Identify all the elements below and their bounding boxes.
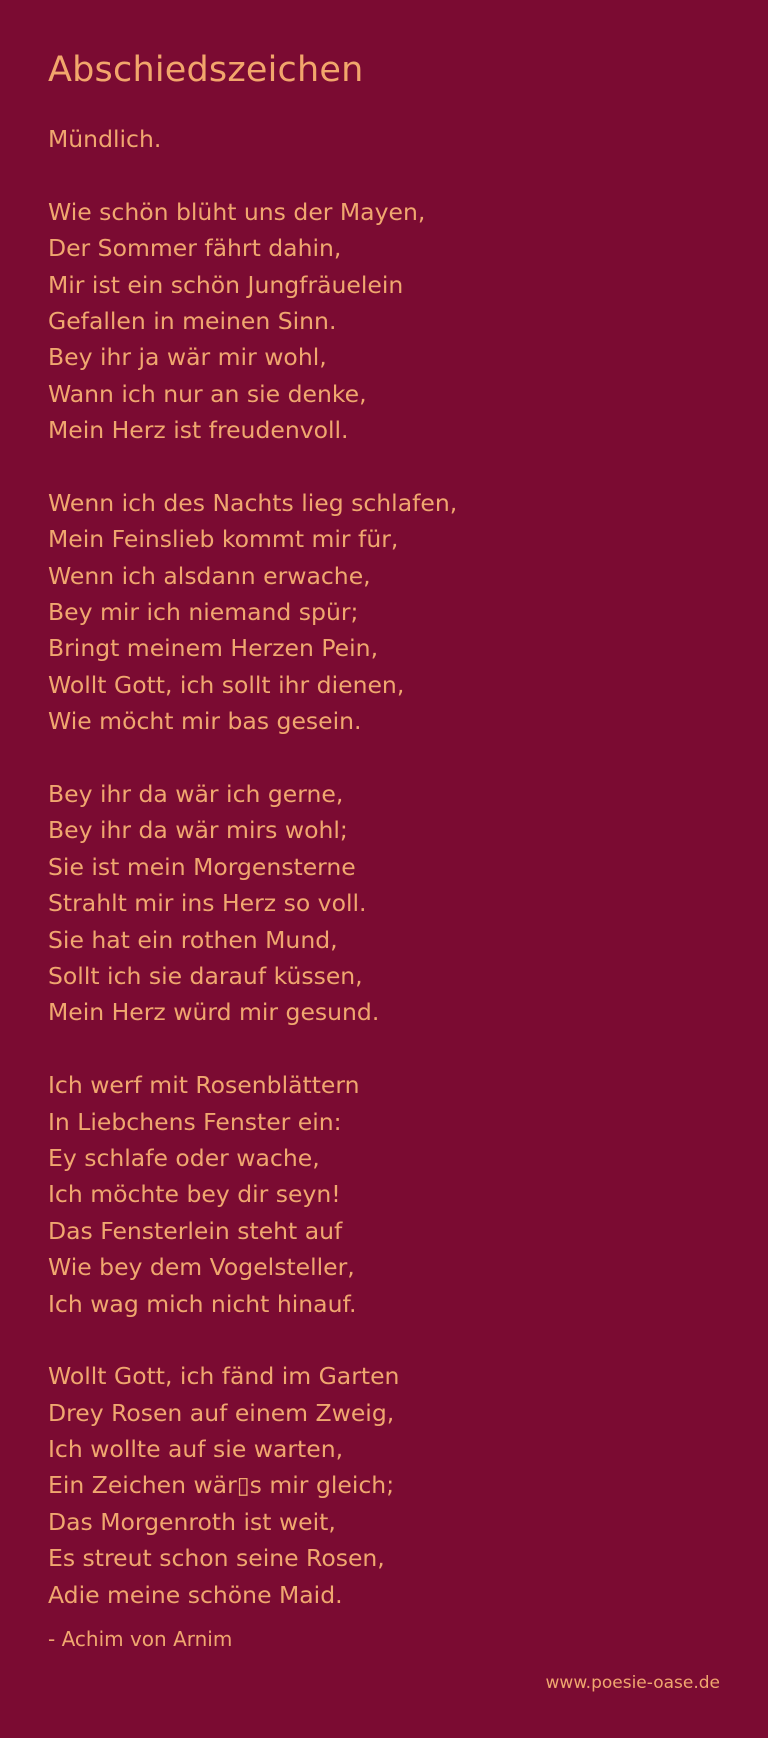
poem-line: Das Morgenroth ist weit,	[48, 1507, 336, 1536]
poem-subtitle: Mündlich.	[48, 125, 162, 153]
poem-line: Bringt meinem Herzen Pein,	[48, 634, 379, 663]
poem-line: Wann ich nur an sie denke,	[48, 379, 367, 408]
poem-line: Bey ihr ja wär mir wohl,	[48, 343, 327, 372]
poem-line: Bey ihr da wär ich gerne,	[48, 780, 344, 809]
poem-line: Sollt ich sie darauf küssen,	[48, 961, 363, 990]
website-credit: www.poesie-oase.de	[545, 1673, 720, 1693]
poem-line: Wenn ich des Nachts lieg schlafen,	[48, 488, 458, 517]
poem-line: Ich möchte bey dir seyn!	[48, 1180, 341, 1209]
poem-line: Mein Herz ist freudenvoll.	[48, 416, 349, 445]
stanza-gap	[48, 157, 457, 193]
poem-line: Sie hat ein rothen Mund,	[48, 925, 338, 954]
poem-line: Ich werf mit Rosenblättern	[48, 1071, 360, 1100]
poem-line: Ey schlafe oder wache,	[48, 1143, 320, 1172]
poem-line: Drey Rosen auf einem Zweig,	[48, 1398, 395, 1427]
poem-line: Bey ihr da wär mirs wohl;	[48, 816, 348, 845]
stanza-gap	[48, 1031, 457, 1067]
poem-line: Strahlt mir ins Herz so voll.	[48, 889, 367, 918]
poem-line: Mir ist ein schön Jungfräuelein	[48, 270, 404, 299]
poem-title: Abschiedszeichen	[48, 50, 364, 90]
poem-line: Mein Herz würd mir gesund.	[48, 998, 380, 1027]
poem-body	[48, 121, 457, 1613]
poem-line: Wie schön blüht uns der Mayen,	[48, 197, 426, 226]
poem-line: Wenn ich alsdann erwache,	[48, 561, 371, 590]
poem-line: Ich wollte auf sie warten,	[48, 1435, 344, 1464]
poem-line: Sie ist mein Morgensterne	[48, 852, 356, 881]
poem-line: Der Sommer fährt dahin,	[48, 234, 342, 263]
poem-line: Mein Feinslieb kommt mir für,	[48, 525, 399, 554]
stanza-gap	[48, 740, 457, 776]
poem-line: Wollt Gott, ich fänd im Garten	[48, 1362, 400, 1391]
poem-line: Es streut schon seine Rosen,	[48, 1544, 385, 1573]
poem-line: Wollt Gott, ich sollt ihr dienen,	[48, 670, 405, 699]
stanza-gap	[48, 1322, 457, 1358]
poem-author: - Achim von Arnim	[48, 1627, 233, 1651]
poem-line: Adie meine schöne Maid.	[48, 1580, 343, 1609]
poem-line: Wie bey dem Vogelsteller,	[48, 1253, 355, 1282]
poem-line: Wie möcht mir bas gesein.	[48, 707, 362, 736]
poem-line: Gefallen in meinen Sinn.	[48, 306, 337, 335]
poem-line: Das Fensterlein steht auf	[48, 1216, 343, 1245]
poem-line: Ich wag mich nicht hinauf.	[48, 1289, 357, 1318]
poem-line: In Liebchens Fenster ein:	[48, 1107, 342, 1136]
stanza-gap	[48, 449, 457, 485]
poem-line: Bey mir ich niemand spür;	[48, 598, 359, 627]
poem-line: Ein Zeichen wär▯s mir gleich;	[48, 1471, 395, 1500]
